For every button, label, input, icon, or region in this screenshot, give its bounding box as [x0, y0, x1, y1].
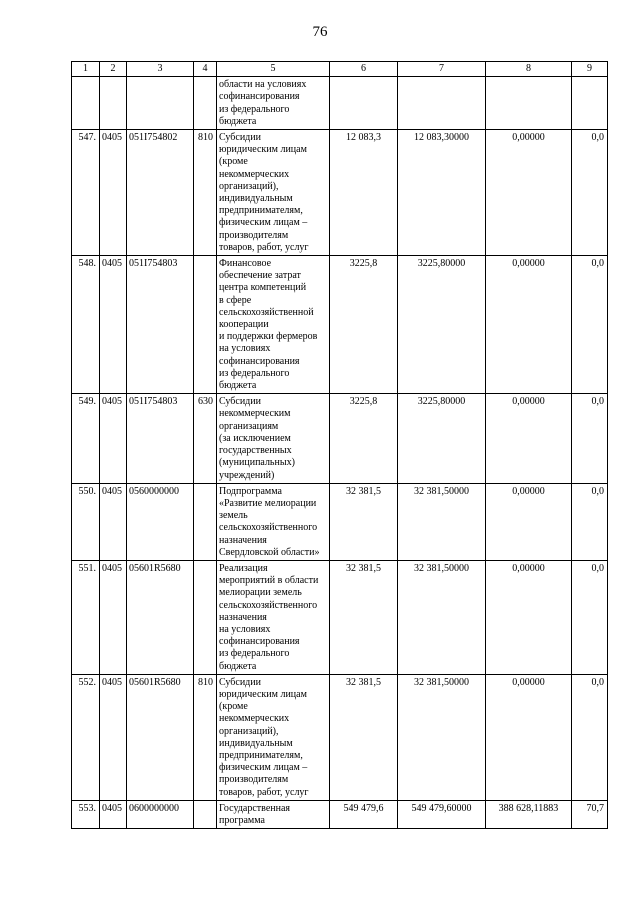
value-col8: 0,00000: [486, 483, 572, 560]
item-name: Субсидии некоммерческим организациям (за исключением государственных (муниципальных) учреждений): [217, 394, 330, 483]
table-row: [72, 394, 608, 483]
column-header: 8: [486, 62, 572, 77]
section-code: 0405: [100, 256, 127, 394]
value-col8: 0,00000: [486, 394, 572, 483]
column-header: 1: [72, 62, 100, 77]
value-col6: 32 381,5: [330, 674, 398, 800]
value-col7: 32 381,50000: [398, 674, 486, 800]
value-col7: 32 381,50000: [398, 483, 486, 560]
value-col6: 32 381,5: [330, 560, 398, 674]
value-col8: 388 628,11883: [486, 800, 572, 828]
row-number: 548.: [72, 256, 100, 394]
item-name: Финансовое обеспечение затрат центра компетенций в сфере сельскохозяйственной кооперации и поддержки фермеров на условиях софинансирования из федерального бюджета: [217, 256, 330, 394]
table-row: [72, 77, 608, 130]
value-col7: 32 381,50000: [398, 560, 486, 674]
expense-type: [194, 256, 217, 394]
row-number: 553.: [72, 800, 100, 828]
page-number: 76: [312, 24, 328, 40]
column-header: 7: [398, 62, 486, 77]
value-col6: 32 381,5: [330, 483, 398, 560]
section-code: 0405: [100, 800, 127, 828]
table-row: [72, 800, 608, 828]
row-number: 549.: [72, 394, 100, 483]
value-col8: 0,00000: [486, 674, 572, 800]
column-header: 6: [330, 62, 398, 77]
table-header-row: [72, 62, 608, 77]
expense-type: 810: [194, 130, 217, 256]
item-name: Государственная программа: [217, 800, 330, 828]
value-col9: 0,0: [572, 560, 608, 674]
table-row: [72, 560, 608, 674]
value-col6: 3225,8: [330, 256, 398, 394]
section-code: 0405: [100, 130, 127, 256]
value-col8: 0,00000: [486, 560, 572, 674]
table-row: [72, 483, 608, 560]
item-name: Субсидии юридическим лицам (кроме некоммерческих организаций), индивидуальным предпринимателям, физическим лицам – производителям товаров, работ, услуг: [217, 674, 330, 800]
row-number: 552.: [72, 674, 100, 800]
target-code: 0560000000: [127, 483, 194, 560]
section-code: 0405: [100, 674, 127, 800]
target-code: 05601R5680: [127, 674, 194, 800]
value-col7: 12 083,30000: [398, 130, 486, 256]
column-header: 2: [100, 62, 127, 77]
budget-table: [71, 61, 608, 829]
value-col9: 0,0: [572, 130, 608, 256]
section-code: [100, 77, 127, 130]
item-name: Субсидии юридическим лицам (кроме некоммерческих организаций), индивидуальным предпринимателям, физическим лицам – производителям товаров, работ, услуг: [217, 130, 330, 256]
value-col7: 3225,80000: [398, 256, 486, 394]
expense-type: [194, 77, 217, 130]
table-row: [72, 130, 608, 256]
value-col8: 0,00000: [486, 130, 572, 256]
value-col6: [330, 77, 398, 130]
value-col6: 549 479,6: [330, 800, 398, 828]
column-header: 3: [127, 62, 194, 77]
table-row: [72, 256, 608, 394]
target-code: [127, 77, 194, 130]
value-col7: [398, 77, 486, 130]
expense-type: 810: [194, 674, 217, 800]
row-number: [72, 77, 100, 130]
value-col7: 3225,80000: [398, 394, 486, 483]
column-header: 5: [217, 62, 330, 77]
section-code: 0405: [100, 483, 127, 560]
row-number: 547.: [72, 130, 100, 256]
value-col8: [486, 77, 572, 130]
column-header: 9: [572, 62, 608, 77]
section-code: 0405: [100, 560, 127, 674]
column-header: 4: [194, 62, 217, 77]
expense-type: [194, 483, 217, 560]
target-code: 05601R5680: [127, 560, 194, 674]
value-col9: [572, 77, 608, 130]
item-name: области на условиях софинансирования из федерального бюджета: [217, 77, 330, 130]
target-code: 051I754803: [127, 256, 194, 394]
item-name: Подпрограмма «Развитие мелиорации земель сельскохозяйственного назначения Свердловской области»: [217, 483, 330, 560]
value-col6: 12 083,3: [330, 130, 398, 256]
value-col9: 0,0: [572, 256, 608, 394]
row-number: 551.: [72, 560, 100, 674]
row-number: 550.: [72, 483, 100, 560]
value-col6: 3225,8: [330, 394, 398, 483]
value-col9: 70,7: [572, 800, 608, 828]
target-code: 0600000000: [127, 800, 194, 828]
value-col8: 0,00000: [486, 256, 572, 394]
target-code: 051I754802: [127, 130, 194, 256]
item-name: Реализация мероприятий в области мелиорации земель сельскохозяйственного назначения на условиях софинансирования из федерального бюджета: [217, 560, 330, 674]
value-col9: 0,0: [572, 674, 608, 800]
expense-type: 630: [194, 394, 217, 483]
section-code: 0405: [100, 394, 127, 483]
expense-type: [194, 800, 217, 828]
target-code: 051I754803: [127, 394, 194, 483]
table-row: [72, 674, 608, 800]
expense-type: [194, 560, 217, 674]
value-col9: 0,0: [572, 394, 608, 483]
value-col9: 0,0: [572, 483, 608, 560]
value-col7: 549 479,60000: [398, 800, 486, 828]
